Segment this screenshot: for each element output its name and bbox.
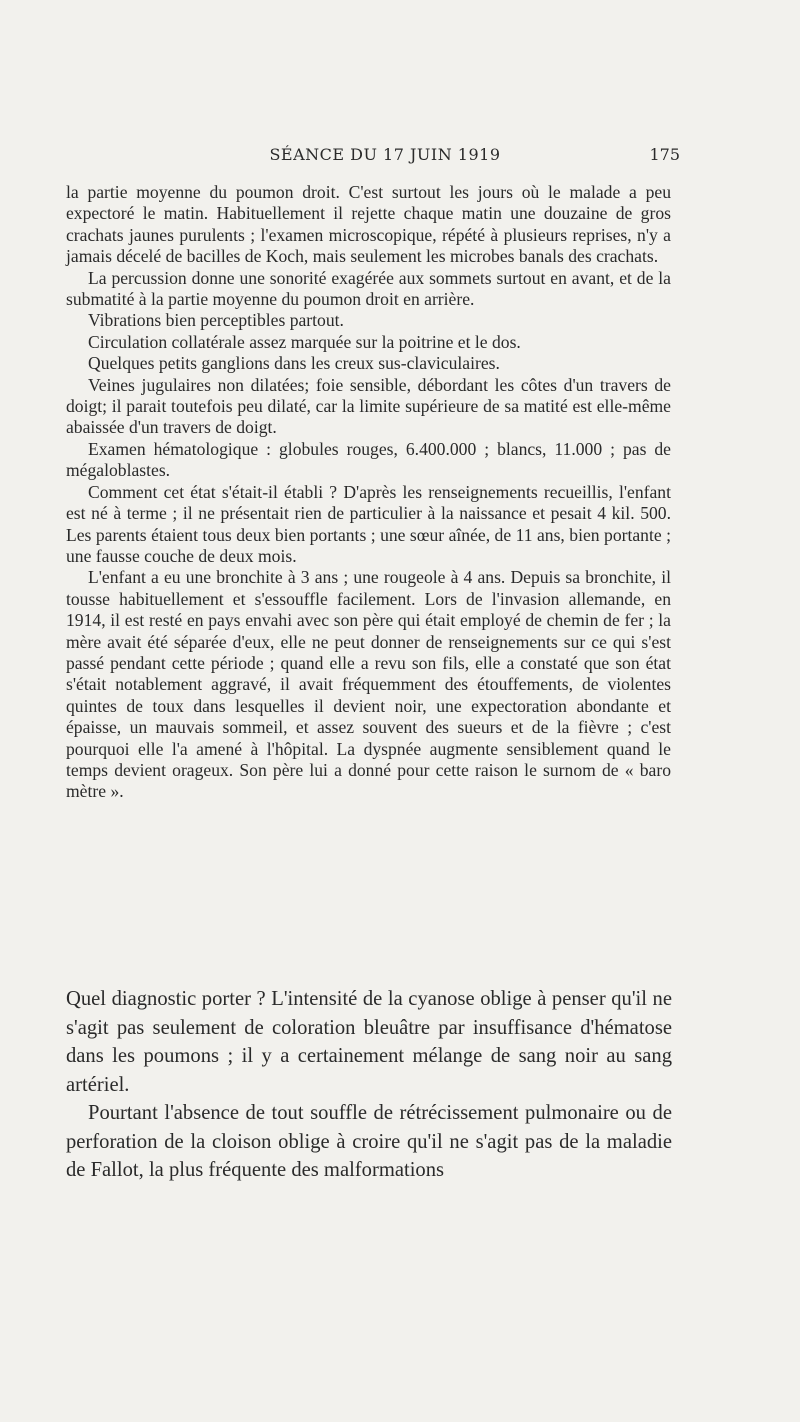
paragraph: Vibrations bien perceptibles partout. xyxy=(88,310,344,331)
body-text-large xyxy=(66,985,672,1185)
body-text-small xyxy=(66,182,671,803)
paragraph: la partie moyenne du poumon droit. C'est surtout les jours où le malade a peu expectoré le matin. Habituellement il rejette chaque matin une douzaine de gros crachats jaunes purulents ; l'examen microscopique, répété à plusieurs reprises, n'y a jamais décelé de bacilles de Koch, mais seulement les microbes banals des crachats. xyxy=(66,182,671,267)
page-number: 175 xyxy=(649,145,680,164)
paragraph: L'enfant a eu une bronchite à 3 ans ; une rougeole à 4 ans. Depuis sa bronchite, il tousse habituellement et s'essouffle facilement. Lors de l'invasion allemande, en 1914, il est resté en pays envahi avec son père qui était employé de chemin de fer ; la mère avait été séparée d'eux, elle ne peut donner de renseignements sur ce qui s'est passé pendant cette période ; quand elle a revu son fils, elle a constaté que son état s'était notablement aggravé, il avait fréquemment des étouffements, de violentes quintes de toux dans lesquelles il devient noir, une expectoration abondante et épaisse, un mauvais sommeil, et assez souvent des sueurs et de la fièvre ; c'est pourquoi elle l'a amené à l'hôpital. La dyspnée augmente sensiblement quand le temps devient orageux. Son père lui a donné pour cette raison le surnom de « baro mètre ». xyxy=(66,567,671,802)
paragraph: Quelques petits ganglions dans les creux sus-claviculaires. xyxy=(88,353,500,374)
running-header xyxy=(90,145,680,167)
paragraph: Veines jugulaires non dilatées; foie sensible, débordant les côtes d'un travers de doigt; il parait toutefois peu dilaté, car la limite supérieure de sa matité est elle-même abaissée d'un travers de doigt. xyxy=(66,374,671,438)
paragraph: Pourtant l'absence de tout souffle de rétrécissement pulmonaire ou de perforation de la cloison oblige à croire qu'il ne s'agit pas de la maladie de Fallot, la plus fréquente des malformations xyxy=(66,1102,672,1181)
paragraph: Circulation collatérale assez marquée sur la poitrine et le dos. xyxy=(88,331,521,352)
paragraph: Examen hématologique : globules rouges, 6.400.000 ; blancs, 11.000 ; pas de mégaloblastes. xyxy=(66,438,671,481)
paragraph: La percussion donne une sonorité exagérée aux sommets surtout en avant, et de la submatité à la partie moyenne du poumon droit en arrière. xyxy=(66,267,671,310)
paragraph: Comment cet état s'était-il établi ? D'après les renseignements recueillis, l'enfant est né à terme ; il ne présentait rien de particulier à la naissance et pesait 4 kil. 500. Les parents étaient tous deux bien portants ; une sœur aînée, de 11 ans, bien portante ; une fausse couche de deux mois. xyxy=(66,481,671,566)
paragraph: Quel diagnostic porter ? L'intensité de la cyanose oblige à penser qu'il ne s'agit pas seulement de coloration bleuâtre par insuffisance d'hématose dans les poumons ; il y a certainement mélange de sang noir au sang artériel. xyxy=(66,988,672,1096)
header-title: SÉANCE DU 17 JUIN 1919 xyxy=(269,145,501,164)
